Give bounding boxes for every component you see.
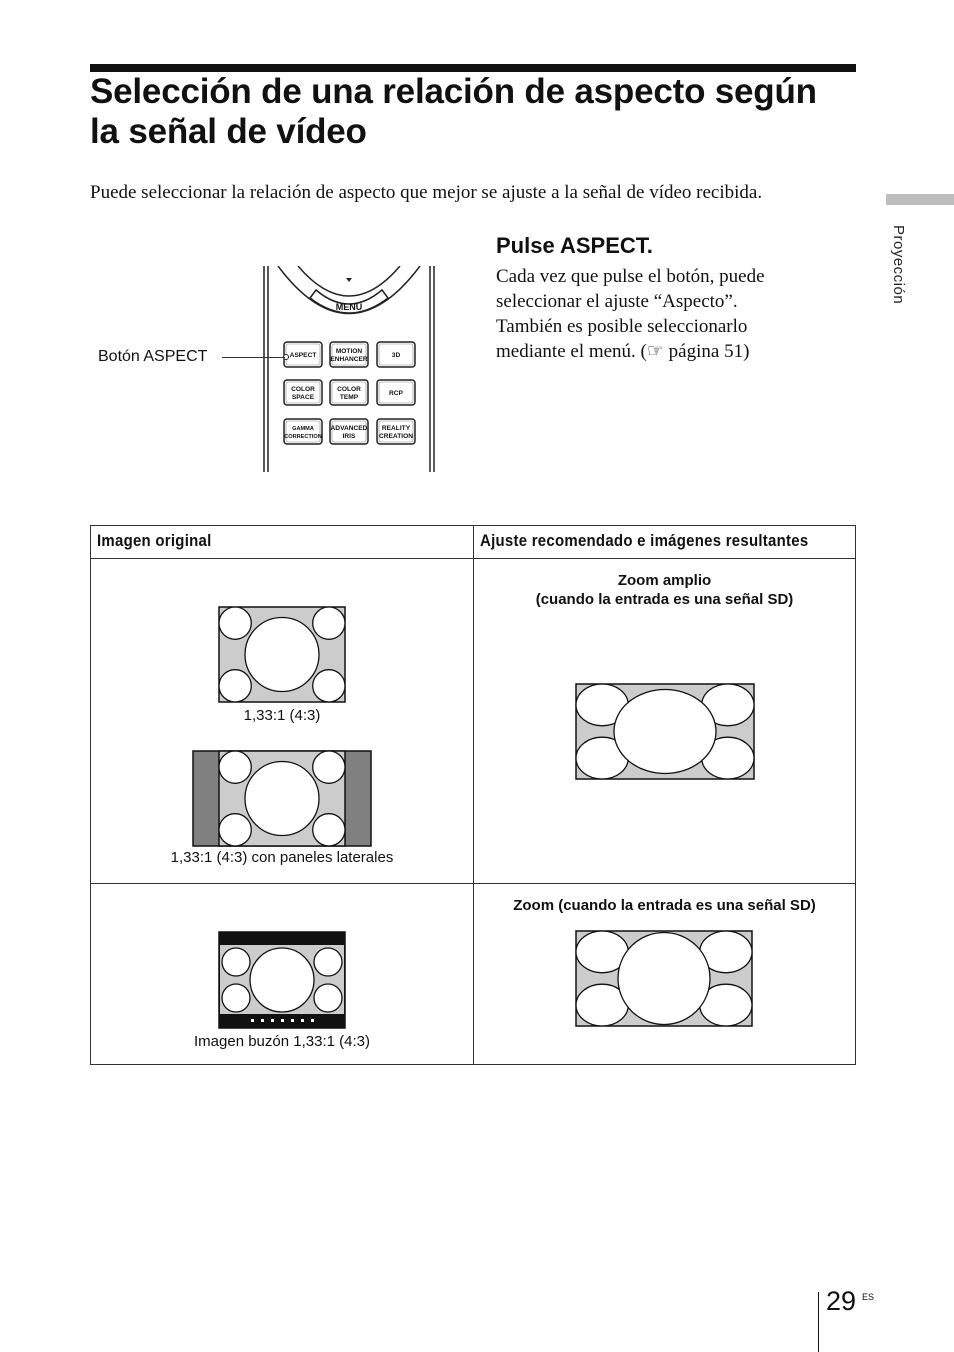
remote-button-text: MOTION <box>335 348 363 355</box>
instruction-heading: Pulse ASPECT. <box>496 233 653 258</box>
remote-button-text: GAMMA <box>292 426 314 432</box>
corner-circle <box>314 984 342 1012</box>
instruction-body <box>496 264 836 364</box>
caption-letterbox: Imagen buzón 1,33:1 (4:3) <box>194 1033 370 1050</box>
page-title <box>90 72 870 152</box>
remote-button-text: RCP <box>389 390 403 397</box>
center-circle <box>245 762 319 836</box>
corner-circle <box>313 751 345 783</box>
corner-circle <box>313 814 345 846</box>
remote-control-illustration <box>258 266 440 476</box>
remote-button-text: ADVANCED <box>330 425 368 432</box>
intro-text: Puede seleccionar la relación de aspecto que mejor se ajuste a la señal de vídeo recibida. <box>90 182 763 203</box>
remote-button-text: REALITY <box>381 425 411 432</box>
corner-circle <box>222 948 250 976</box>
figure-4-3 <box>218 606 346 703</box>
subtitle-dot <box>261 1019 264 1022</box>
figure-letterbox <box>218 931 346 1029</box>
instruction-line-1: Cada vez que pulse el botón, puede <box>496 266 765 287</box>
remote-button-motion-enhancer <box>330 342 368 367</box>
corner-circle <box>313 607 345 639</box>
corner-circle <box>313 670 345 702</box>
remote-button-3d <box>377 342 415 367</box>
section-tab-label: Proyección <box>890 225 907 305</box>
remote-button-aspect <box>284 342 322 367</box>
remote-button-advanced-iris <box>330 419 368 444</box>
result-wide-zoom-title: Zoom amplio <box>617 572 712 589</box>
instruction-line-2: seleccionar el ajuste “Aspecto”. <box>496 291 738 312</box>
remote-button-text: 3D <box>391 352 401 359</box>
instruction-line-4: mediante el menú. (☞ página 51) <box>496 341 750 362</box>
menu-button-label: MENU <box>335 302 363 312</box>
table-header-divider <box>91 558 855 559</box>
page-language-code: ES <box>862 1292 875 1302</box>
center-circle <box>250 948 314 1012</box>
corner-circle <box>219 670 251 702</box>
aspect-table <box>90 525 856 1065</box>
caption-4-3-side-panels: 1,33:1 (4:3) con paneles laterales <box>170 849 394 866</box>
title-line-2: la señal de vídeo <box>90 112 367 151</box>
remote-button-color-temp <box>330 380 368 405</box>
figure-zoom <box>575 930 753 1027</box>
corner-circle <box>219 751 251 783</box>
center-circle <box>245 618 319 692</box>
remote-button-color-space <box>284 380 322 405</box>
remote-button-text: IRIS <box>342 433 356 440</box>
subtitle-dot <box>271 1019 274 1022</box>
instruction-line-3: También es posible seleccionarlo <box>496 316 748 337</box>
corner-circle <box>219 607 251 639</box>
page-number-rule <box>818 1292 819 1352</box>
header-original-image: Imagen original <box>97 531 212 550</box>
subtitle-dot <box>301 1019 304 1022</box>
subtitle-dot <box>311 1019 314 1022</box>
result-wide-zoom-subtitle: (cuando la entrada es una señal SD) <box>535 591 794 608</box>
center-circle <box>614 690 716 774</box>
aspect-button-callout: Botón ASPECT <box>98 348 208 365</box>
title-line-1: Selección de una relación de aspecto según <box>90 72 817 111</box>
subtitle-dot <box>281 1019 284 1022</box>
remote-button-rcp <box>377 380 415 405</box>
center-circle <box>618 933 710 1025</box>
remote-button-text: ASPECT <box>289 352 317 359</box>
corner-circle <box>222 984 250 1012</box>
section-tab-marker <box>886 194 954 205</box>
remote-button-text: SPACE <box>291 394 315 401</box>
remote-button-text: ENHANCER <box>330 356 368 363</box>
title-rule <box>90 64 856 72</box>
remote-button-reality-creation <box>377 419 415 444</box>
menu-button <box>310 290 388 313</box>
page-number: 29 <box>826 1286 857 1316</box>
remote-button-text: CORRECTION <box>284 434 322 440</box>
subtitle-dot <box>251 1019 254 1022</box>
figure-wide-zoom <box>575 683 755 780</box>
table-row-divider <box>91 883 855 884</box>
caption-4-3: 1,33:1 (4:3) <box>243 707 321 724</box>
header-recommended-setting: Ajuste recomendado e imágenes resultantes <box>480 531 809 550</box>
subtitle-dot <box>291 1019 294 1022</box>
corner-circle <box>314 948 342 976</box>
callout-leader-line <box>222 357 285 358</box>
result-zoom-title: Zoom (cuando la entrada es una señal SD) <box>513 897 816 914</box>
figure-4-3-side-panels <box>192 750 372 847</box>
remote-button-text: COLOR <box>337 386 361 393</box>
remote-button-text: COLOR <box>291 386 315 393</box>
remote-button-text: CREATION <box>379 433 413 440</box>
remote-button-gamma-correction <box>284 419 322 444</box>
corner-circle <box>219 814 251 846</box>
remote-button-text: TEMP <box>339 394 359 401</box>
